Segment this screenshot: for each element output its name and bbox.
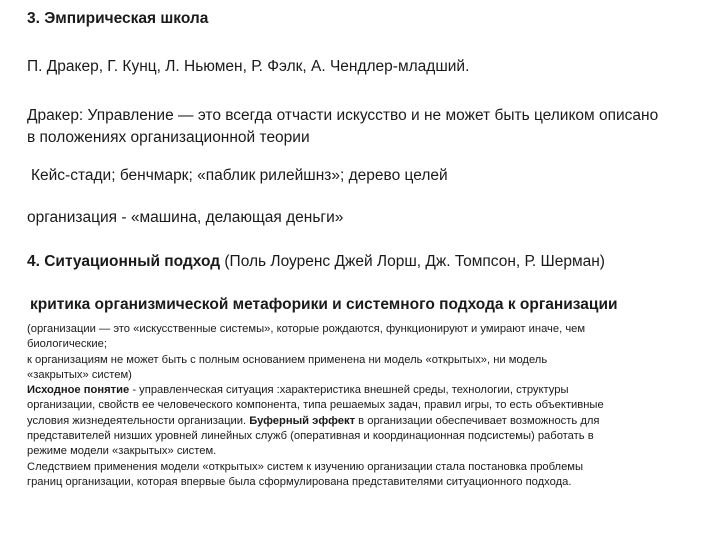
situational-approach [27, 253, 605, 271]
key-term: Исходное понятие [27, 384, 130, 397]
drucker-quote-line-1: Дракер: Управление — это всегда отчасти искусство и не может быть целиком описано [27, 107, 659, 124]
heading-situational-approach: 4. Ситуационный подход [27, 253, 221, 270]
text-line: (организации — это «искусственные системы», которые рождаются, функционируют и умирают иначе, чем [27, 323, 586, 335]
text-line: границ организации, которая впервые была сформулирована представителями ситуационного подхода. [27, 475, 572, 488]
text-line: биологические; [27, 338, 107, 351]
text-span: в организации обеспечивает возможность для [355, 414, 600, 427]
authors-situational-approach: (Поль Лоуренс Джей Лорш, Дж. Томпсон, Р. Шерман) [220, 253, 605, 270]
text-line: к организациям не может быть с полным основанием применена ни модель «открытых», ни модель [27, 353, 548, 366]
text-line [27, 383, 717, 398]
drucker-quote [27, 105, 658, 149]
critique-heading: критика организмической метафорики и системного подхода к организации [30, 296, 618, 313]
text-line: режиме модели «закрытых» систем. [27, 445, 217, 458]
key-term: Буферный эффект [249, 414, 356, 427]
text-line: организации, свойств ее человеческого компонента, типа решаемых задач, правил игры, то есть объективные [27, 399, 604, 412]
heading-empirical-school: 3. Эмпирическая школа [27, 10, 209, 27]
text-span: условия жизнедеятельности организации. [27, 414, 250, 427]
text-line: «закрытых» систем) [27, 368, 132, 381]
methods-list: Кейс-стади; бенчмарк; «паблик рилейшнз»; дерево целей [31, 167, 448, 184]
drucker-quote-line-2: в положениях организационной теории [27, 129, 310, 146]
organization-metaphor: организация - «машина, делающая деньги» [27, 209, 344, 226]
body-text [27, 322, 717, 490]
text-line: представителей низших уровней линейных служб (оперативная и координационная подсистемы) работать в [27, 430, 594, 443]
text-line [27, 414, 717, 429]
text-line: Следствием применения модели «открытых» систем к изучению организации стала постановка проблемы [27, 460, 584, 473]
authors-empirical-school: П. Дракер, Г. Кунц, Л. Ньюмен, Р. Фэлк, А. Чендлер-младший. [27, 58, 470, 75]
text-span: - управленческая ситуация :характеристика внешней среды, технологии, структуры [129, 384, 569, 397]
